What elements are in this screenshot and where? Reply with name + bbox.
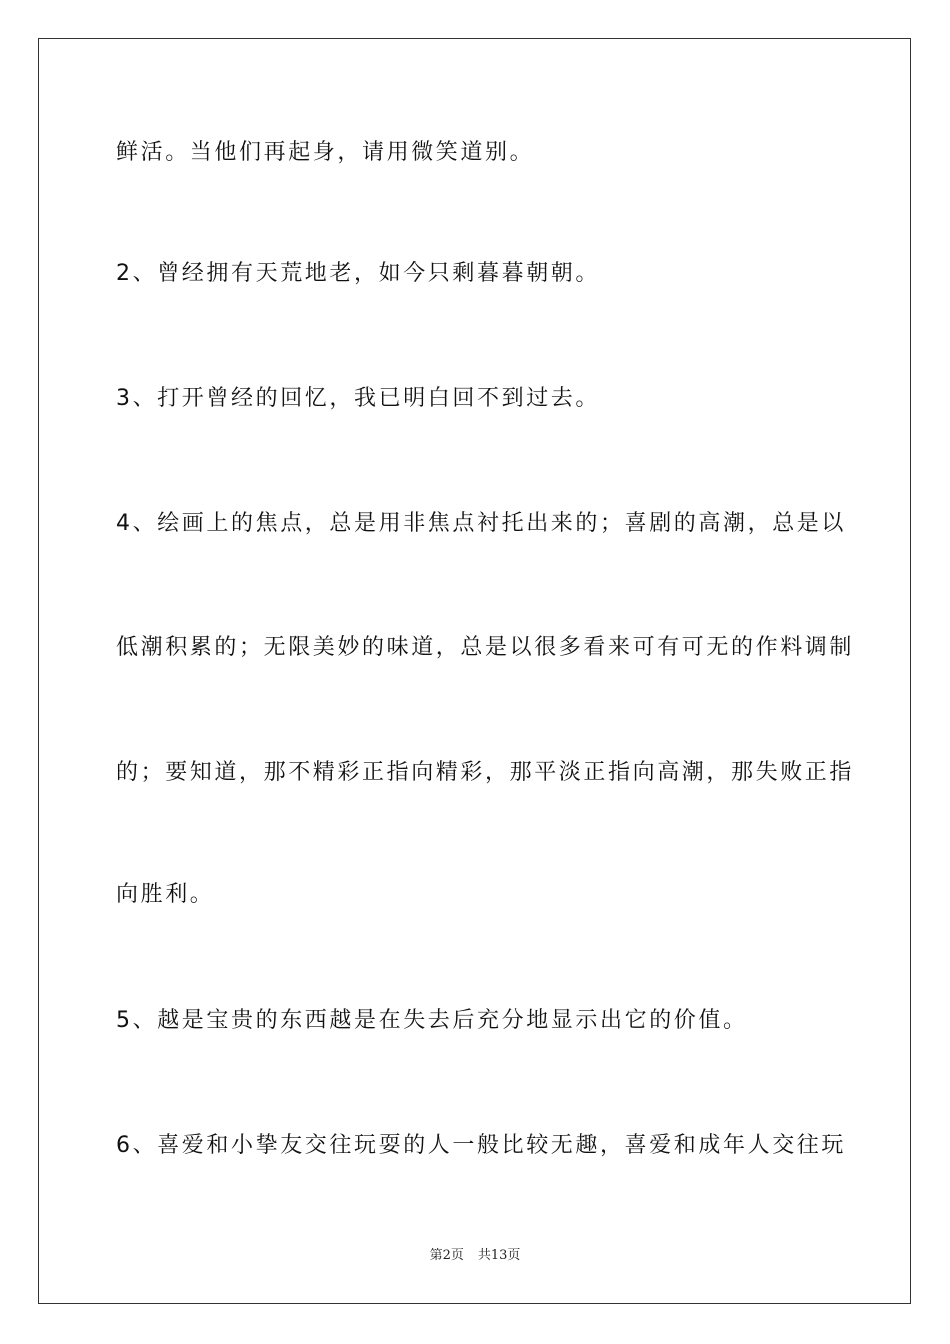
text-line-1: 鲜活。当他们再起身，请用微笑道别。 xyxy=(116,140,535,165)
text-line-5: 低潮积累的；无限美妙的味道，总是以很多看来可有可无的作料调制 xyxy=(116,635,855,660)
text-line-3: 3、打开曾经的回忆，我已明白回不到过去。 xyxy=(116,386,600,411)
text-line-9: 6、喜爱和小挚友交往玩耍的人一般比较无趣，喜爱和成年人交往玩 xyxy=(116,1133,846,1158)
page-total: 共13页 xyxy=(477,1248,521,1263)
text-line-7: 向胜利。 xyxy=(116,882,215,907)
text-line-6: 的；要知道，那不精彩正指向精彩，那平淡正指向高潮，那失败正指 xyxy=(116,760,855,785)
text-line-4: 4、绘画上的焦点，总是用非焦点衬托出来的；喜剧的高潮，总是以 xyxy=(116,511,846,536)
text-line-8: 5、越是宝贵的东西越是在失去后充分地显示出它的价值。 xyxy=(116,1008,748,1033)
text-line-2: 2、曾经拥有天荒地老，如今只剩暮暮朝朝。 xyxy=(116,261,600,286)
page-number: 第2页 xyxy=(429,1248,464,1263)
page-border xyxy=(38,38,911,1304)
page-footer xyxy=(0,1247,950,1265)
